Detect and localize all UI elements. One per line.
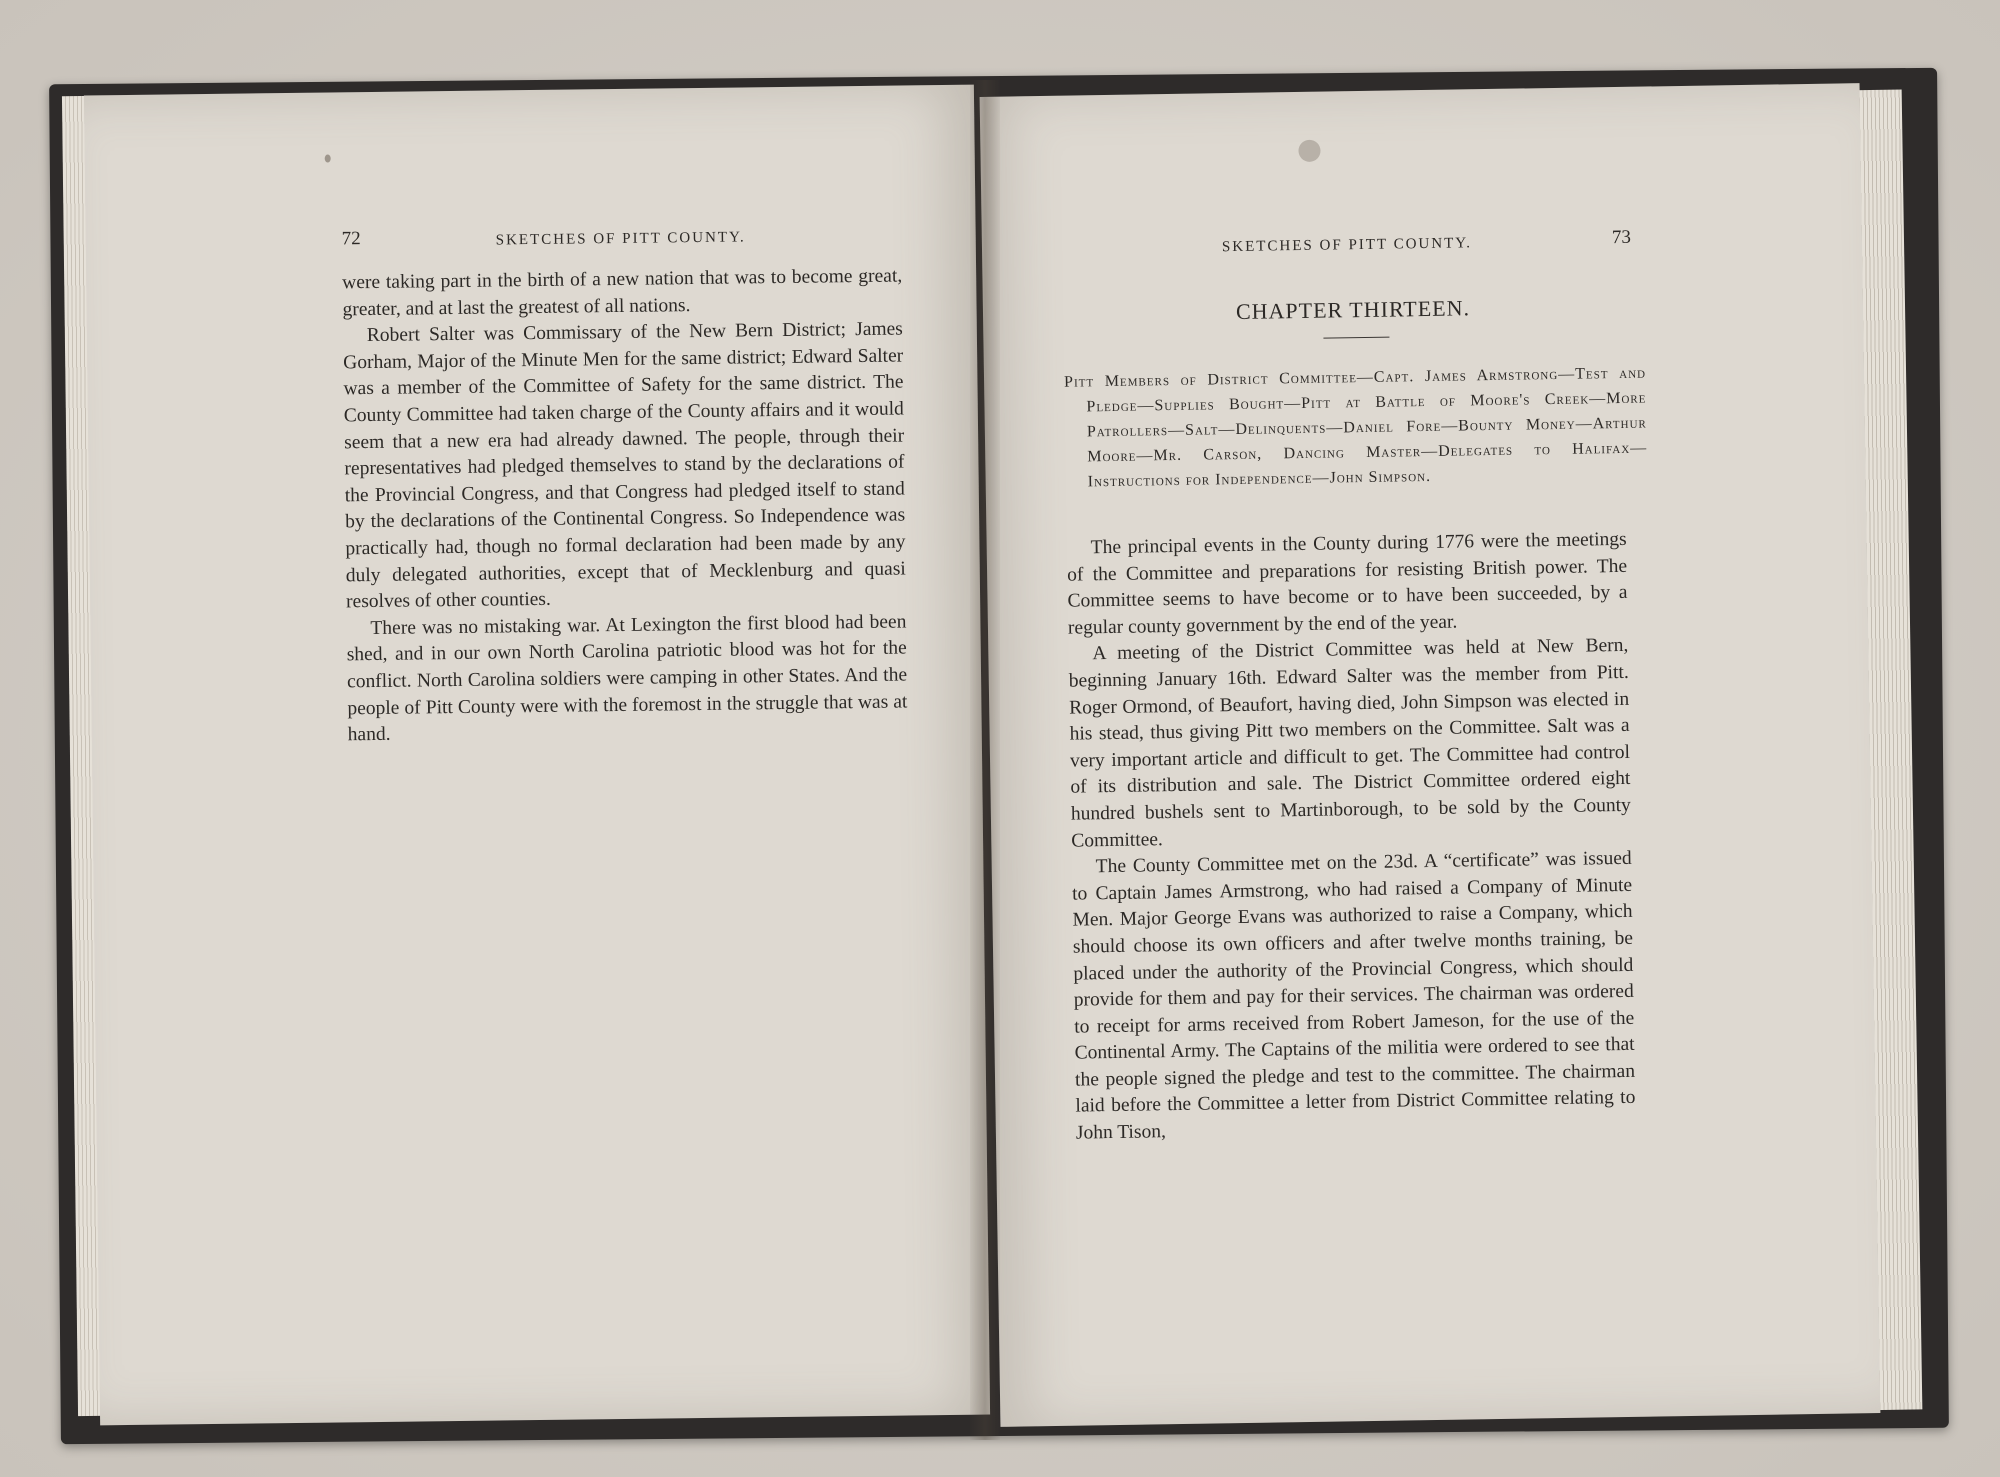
paragraph: were taking part in the birth of a new nation that was to become great, greater, and at last the greatest of all nations. <box>342 265 903 320</box>
page-number: 73 <box>1611 226 1632 249</box>
paragraph: A meeting of the District Committee was held at New Bern, beginning January 16th. Edward Salter was the member from Pitt. Roger Ormond, of Beaufort, having died, John Simpson was elected in his stead, thus giving Pitt two members on the Committee. Salt was a very important article and difficult to get. The Committee had control of its distribution and sale. The District Committee ordered eight hundred bushels sent to Martinborough, to be sold by the County Committee. <box>1068 635 1631 852</box>
right-body-text <box>1067 527 1637 1147</box>
page-number: 72 <box>341 228 361 250</box>
paragraph: There was no mistaking war. At Lexington the first blood had been shed, and in our own North Carolina patriotic blood was hot for the conflict. North Carolina soldiers were camping in other States. And the people of Pitt County were with the foremost in the struggle that was at hand. <box>346 611 908 746</box>
paragraph: The principal events in the County during 1776 were the meetings of the Committee and preparations for resisting British power. The Committee seems to have become or to have been succeeded, by a regular county government by the end of the year. <box>1066 528 1628 639</box>
chapter-title: CHAPTER THIRTEEN. <box>1235 295 1471 324</box>
right-page <box>980 83 1881 1427</box>
paragraph: Robert Salter was Commissary of the New Bern District; James Gorham, Major of the Minute Men for the same district; Edward Salter was a member of the Committee of Safety for the same district. The County Committee had taken charge of the County affairs and it would seem that a new era had already dawned. The people, through their representatives had pledged themselves to stand by the declarations of the Provincial Congress, and that Congress had pledged itself to stand by the declarations of the Continental Congress. So Independence was practically had, though no formal declaration had been made by any duly delegated authorities, except that of Mecklenburg and quasi resolves of other counties. <box>343 318 906 613</box>
divider-rule <box>1323 337 1389 339</box>
left-body-text <box>342 264 908 749</box>
paragraph: The County Committee met on the 23d. A “certificate” was issued to Captain James Armstrong, who had raised a Company of Minute Men. Major George Evans was authorized to raise a Company, which should choose its own officers and after twelve months training, be placed under the authority of the Provincial Congress, which should provide for them and pay for their services. The chairman was ordered to receipt for arms received from Robert Jameson, for the use of the Continental Army. The Captains of the militia were ordered to see that the people signed the pledge and test to the committee. The chairman laid before the Committee a letter from District Committee relating to John Tison, <box>1071 847 1636 1144</box>
ink-spot <box>325 154 331 162</box>
running-head: SKETCHES OF PITT COUNTY. <box>1221 235 1473 256</box>
stain-spot <box>1298 140 1320 162</box>
running-head: SKETCHES OF PITT COUNTY. <box>495 229 746 249</box>
chapter-synopsis: Pitt Members of District Committee—Capt. James Armstrong—Test and Pledge—Supplies Bought—Pitt at Battle of Moore's Creek—More Patrollers—Salt—Delinquents—Daniel Fore—Bounty Money—Arthur Moore—Mr. Carson, Dancing Master—Delegates to Halifax—Instructions for Independence—John Simpson. <box>1063 364 1648 491</box>
left-page <box>84 85 990 1426</box>
book-gutter <box>970 80 1000 1440</box>
